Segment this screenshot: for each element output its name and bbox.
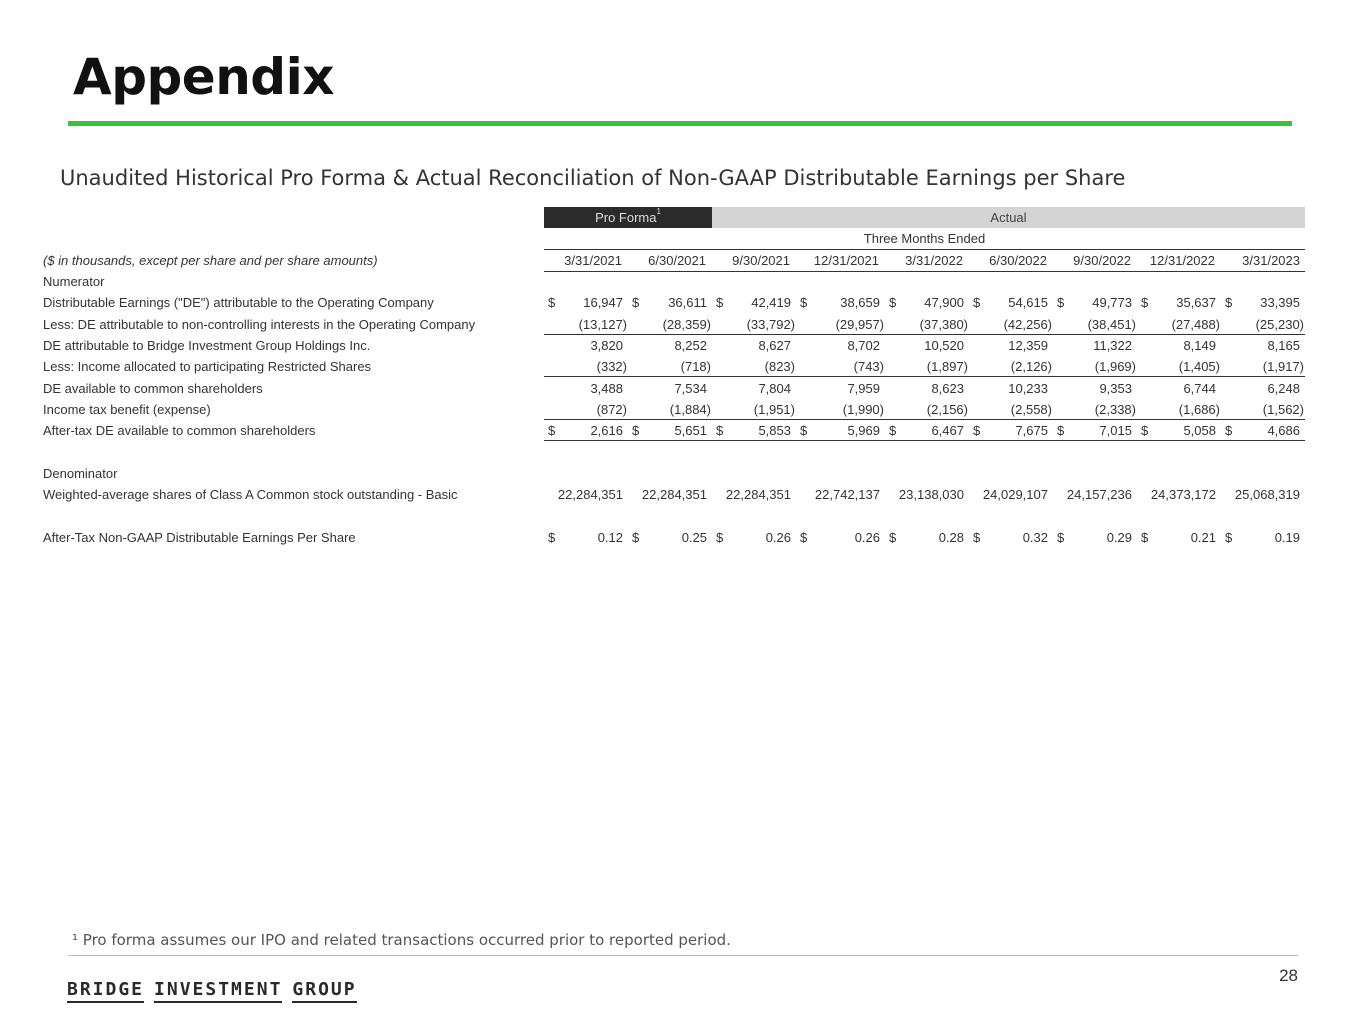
table-cell: (2,126) [1010, 359, 1052, 375]
table-cell: 7,804 [758, 380, 791, 396]
table-cell: 7,675 [1015, 423, 1048, 439]
table-cell: (25,230) [1255, 316, 1304, 332]
table-cell: (38,451) [1087, 316, 1136, 332]
table-cell: 7,534 [674, 380, 707, 396]
table-cell: 8,252 [674, 337, 707, 353]
table-cell: 22,284,351 [641, 487, 707, 502]
table-row [0, 484, 1365, 505]
dollar-sign: $ [1141, 423, 1149, 439]
table-cell: 3,488 [590, 380, 623, 396]
table-cell: 8,165 [1267, 337, 1300, 353]
column-date: 3/31/2023 [1242, 253, 1300, 268]
table-row [0, 314, 1365, 335]
dollar-sign: $ [1141, 529, 1149, 545]
table-row [0, 292, 1365, 313]
column-date: 3/31/2021 [564, 253, 622, 268]
table-cell: 0.26 [854, 529, 880, 545]
table-cell: 5,969 [847, 423, 880, 439]
table-cell: (1,969) [1094, 359, 1136, 375]
column-date: 12/31/2022 [1149, 253, 1215, 268]
table-cell: 10,520 [924, 337, 964, 353]
table-cell: (1,884) [669, 401, 711, 417]
dollar-sign: $ [800, 423, 808, 439]
table-cell: 5,853 [758, 423, 791, 439]
table-cell: 0.25 [681, 529, 707, 545]
dollar-sign: $ [973, 423, 981, 439]
table-cell: 33,395 [1260, 295, 1300, 311]
row-label: Distributable Earnings ("DE") attributable to the Operating Company [43, 295, 434, 311]
dollar-sign: $ [973, 295, 981, 311]
row-label: Less: Income allocated to participating Restricted Shares [43, 359, 372, 375]
logo-word: INVESTMENT [154, 979, 282, 1003]
column-date: 3/31/2022 [905, 253, 963, 268]
title-underline [68, 121, 1292, 126]
table-title: Unaudited Historical Pro Forma & Actual Reconciliation of Non-GAAP Distributable Earnings per Share [60, 166, 1126, 190]
units-note: ($ in thousands, except per share and per share amounts) [43, 253, 378, 268]
dollar-sign: $ [1225, 295, 1233, 311]
table-cell: (42,256) [1003, 316, 1052, 332]
table-cell: 2,616 [590, 423, 623, 439]
dollar-sign: $ [1057, 423, 1065, 439]
dollar-sign: $ [632, 295, 640, 311]
table-cell: 0.19 [1274, 529, 1300, 545]
table-cell: (332) [596, 359, 627, 375]
table-cell: (29,957) [835, 316, 884, 332]
table-cell: (718) [680, 359, 711, 375]
table-cell: (1,562) [1262, 401, 1304, 417]
dollar-sign: $ [973, 529, 981, 545]
dollar-sign: $ [632, 529, 640, 545]
table-cell: 0.12 [597, 529, 623, 545]
table-cell: 16,947 [583, 295, 623, 311]
dollar-sign: $ [889, 529, 897, 545]
header-pro-forma [544, 207, 712, 228]
table-cell: 22,742,137 [814, 487, 880, 502]
table-cell: (28,359) [662, 316, 711, 332]
dollar-sign: $ [1057, 295, 1065, 311]
table-cell: 35,637 [1176, 295, 1216, 311]
company-logo [67, 979, 367, 1000]
table-cell: 36,611 [668, 295, 707, 311]
column-date: 6/30/2021 [648, 253, 706, 268]
period-label: Three Months Ended [863, 231, 986, 246]
page-number: 28 [1279, 966, 1298, 985]
row-label: After-tax DE available to common shareholders [43, 423, 316, 439]
table-cell: (1,951) [753, 401, 795, 417]
row-label: Weighted-average shares of Class A Common stock outstanding - Basic [43, 487, 458, 502]
dollar-sign: $ [800, 295, 808, 311]
table-cell: (1,897) [926, 359, 968, 375]
table-cell: (1,405) [1178, 359, 1220, 375]
table-cell: 0.28 [938, 529, 964, 545]
table-cell: 10,233 [1008, 380, 1048, 396]
table-cell: 4,686 [1267, 423, 1300, 439]
table-cell: 6,467 [931, 423, 964, 439]
dollar-sign: $ [548, 295, 556, 311]
table-cell: 23,138,030 [898, 487, 964, 502]
row-label: Denominator [43, 465, 118, 481]
footnote-ref: 1 [656, 207, 661, 216]
table-row [0, 463, 1365, 484]
logo-word: GROUP [292, 979, 356, 1003]
footer-rule [68, 955, 1298, 956]
table-cell: 8,627 [758, 337, 791, 353]
dollar-sign: $ [1225, 423, 1233, 439]
row-label: Numerator [43, 274, 105, 289]
table-cell: 5,058 [1183, 423, 1216, 439]
table-row [0, 505, 1365, 526]
table-cell: 7,959 [847, 380, 880, 396]
dollar-sign: $ [889, 423, 897, 439]
table-cell: 49,773 [1092, 295, 1132, 311]
page-title: Appendix [73, 48, 334, 106]
table-cell: (27,488) [1171, 316, 1220, 332]
table-cell: (1,917) [1262, 359, 1304, 375]
table-cell: 25,068,319 [1234, 487, 1300, 502]
table-row [0, 271, 1365, 292]
table-cell: 22,284,351 [725, 487, 791, 502]
column-header-row [0, 250, 1365, 271]
dollar-sign: $ [1057, 529, 1065, 545]
table-cell: (872) [596, 401, 627, 417]
dollar-sign: $ [716, 529, 724, 545]
table-row [0, 420, 1365, 441]
table-cell: 5,651 [674, 423, 707, 439]
dollar-sign: $ [716, 295, 724, 311]
table-cell: 12,359 [1008, 337, 1048, 353]
table-cell: (2,338) [1094, 401, 1136, 417]
dollar-sign: $ [800, 529, 808, 545]
table-cell: 0.26 [765, 529, 791, 545]
column-date: 9/30/2021 [732, 253, 790, 268]
table-cell: 3,820 [590, 337, 623, 353]
dollar-sign: $ [632, 423, 640, 439]
table-cell: 8,623 [931, 380, 964, 396]
table-cell: 11,322 [1093, 337, 1132, 353]
table-cell: 47,900 [924, 295, 964, 311]
table-cell: (1,990) [842, 401, 884, 417]
row-label: DE available to common shareholders [43, 380, 263, 396]
dollar-sign: $ [548, 529, 556, 545]
table-cell: 7,015 [1099, 423, 1132, 439]
table-cell: (33,792) [746, 316, 795, 332]
table-cell: (1,686) [1178, 401, 1220, 417]
dollar-sign: $ [548, 423, 556, 439]
column-date: 6/30/2022 [989, 253, 1047, 268]
table-row [0, 441, 1365, 462]
dollar-sign: $ [1225, 529, 1233, 545]
header-actual: Actual [712, 207, 1305, 228]
table-cell: 0.21 [1190, 529, 1216, 545]
table-cell: 9,353 [1099, 380, 1132, 396]
table-cell: (823) [764, 359, 795, 375]
table-row [0, 527, 1365, 548]
table-cell: 24,157,236 [1066, 487, 1132, 502]
table-cell: 42,419 [751, 295, 791, 311]
dollar-sign: $ [716, 423, 724, 439]
table-cell: 24,029,107 [982, 487, 1048, 502]
dollar-sign: $ [1141, 295, 1149, 311]
table-row [0, 335, 1365, 356]
table-cell: (13,127) [578, 316, 627, 332]
table-cell: 6,248 [1267, 380, 1300, 396]
row-label: Income tax benefit (expense) [43, 401, 211, 417]
header-pro-forma-label: Pro Forma [595, 210, 657, 225]
table-cell: 8,149 [1183, 337, 1216, 353]
footnote: ¹ Pro forma assumes our IPO and related transactions occurred prior to reported period. [72, 931, 731, 949]
table-cell: (2,558) [1010, 401, 1052, 417]
table-cell: 54,615 [1008, 295, 1048, 311]
table-cell: (37,380) [919, 316, 968, 332]
table-cell: 22,284,351 [557, 487, 623, 502]
table-cell: 0.32 [1022, 529, 1048, 545]
table-cell: 6,744 [1183, 380, 1216, 396]
table-cell: 24,373,172 [1150, 487, 1216, 502]
table-row [0, 399, 1365, 420]
table-row [0, 378, 1365, 399]
logo-word: BRIDGE [67, 979, 144, 1003]
table-cell: 0.29 [1106, 529, 1132, 545]
row-label: DE attributable to Bridge Investment Group Holdings Inc. [43, 337, 371, 353]
column-date: 12/31/2021 [813, 253, 879, 268]
table-cell: (743) [853, 359, 884, 375]
table-cell: 8,702 [847, 337, 880, 353]
column-date: 9/30/2022 [1073, 253, 1131, 268]
dollar-sign: $ [889, 295, 897, 311]
table-row [0, 356, 1365, 377]
table-cell: (2,156) [926, 401, 968, 417]
row-label: Less: DE attributable to non-controlling interests in the Operating Company [43, 316, 476, 332]
row-label: After-Tax Non-GAAP Distributable Earnings Per Share [43, 529, 356, 545]
table-cell: 38,659 [840, 295, 880, 311]
